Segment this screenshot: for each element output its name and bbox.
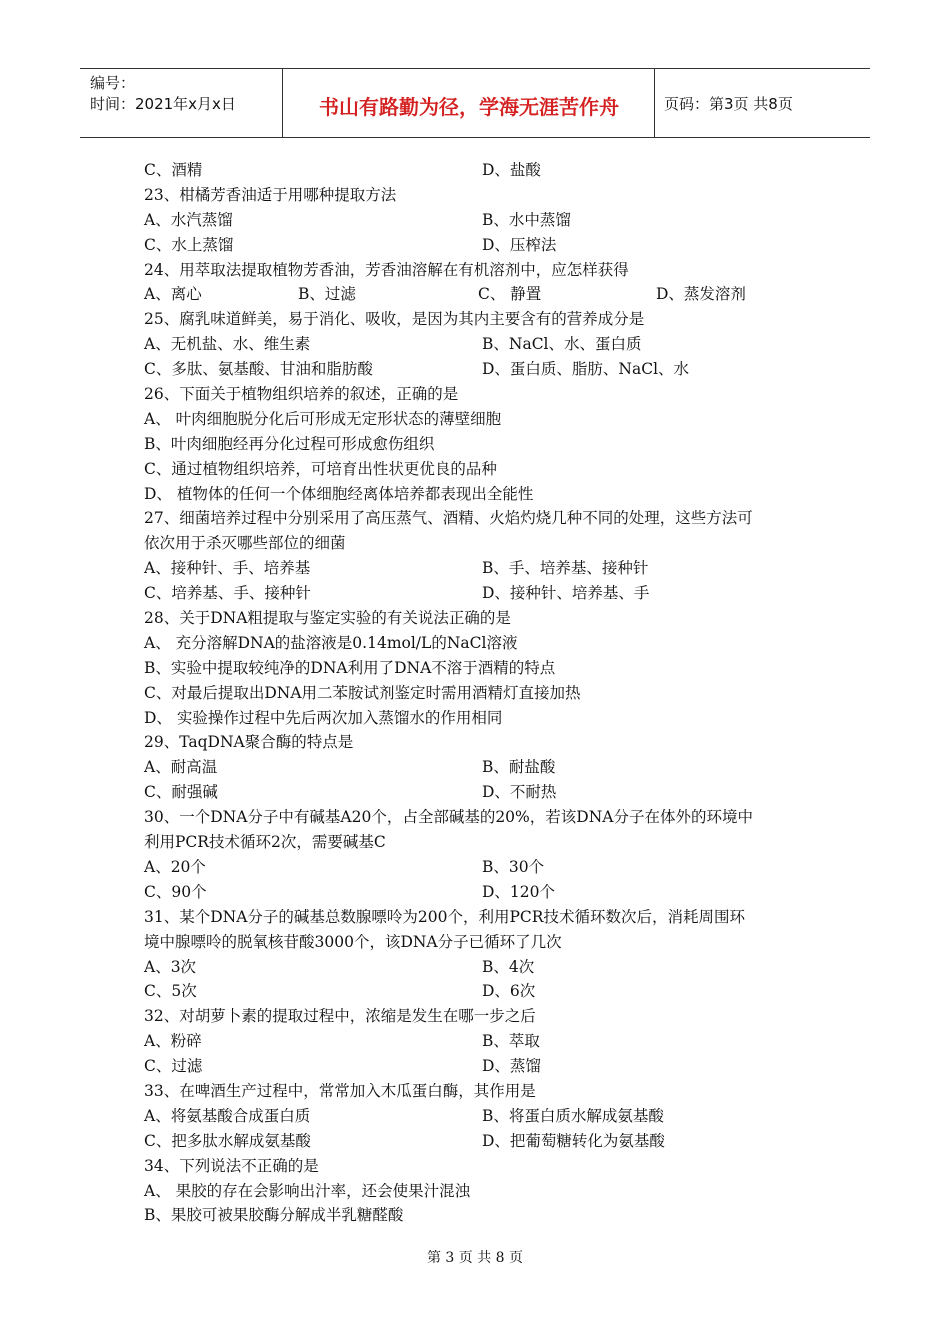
- text-line: 利用PCR技术循环2次，需要碱基C: [144, 833, 386, 852]
- option-row: [144, 1104, 814, 1129]
- option-item: D、蒸馏: [482, 1057, 541, 1076]
- text-line: C、对最后提取出DNA用二苯胺试剂鉴定时需用酒精灯直接加热: [144, 683, 581, 702]
- option-item: D、压榨法: [482, 235, 557, 254]
- option-item: D、不耐热: [482, 783, 557, 802]
- option-item: C、多肽、氨基酸、甘油和脂肪酸: [144, 360, 373, 379]
- option-item: B、4次: [482, 957, 535, 976]
- option-row: [144, 1129, 814, 1154]
- option-item: B、NaCl、水、蛋白质: [482, 335, 642, 354]
- option-row: [144, 780, 814, 805]
- option-item: D、接种针、培养基、手: [482, 584, 650, 603]
- option-item: D、蒸发溶剂: [656, 285, 746, 304]
- text-line: 28、关于DNA粗提取与鉴定实验的有关说法正确的是: [144, 609, 511, 628]
- header-motto: 书山有路勤为径，学海无涯苦作舟: [319, 95, 619, 119]
- page-label: 页码：第3页 共8页: [664, 95, 793, 113]
- date-label: 时间：2021年x月x日: [90, 95, 236, 113]
- option-row: [144, 1029, 814, 1054]
- text-line: 30、一个DNA分子中有碱基A20个，占全部碱基的20%，若该DNA分子在体外的环境中: [144, 808, 753, 827]
- option-item: C、过滤: [144, 1057, 203, 1076]
- option-item: B、手、培养基、接种针: [482, 559, 649, 578]
- option-item: A、离心: [144, 285, 202, 304]
- header-left: [90, 73, 236, 115]
- option-row: [144, 581, 814, 606]
- text-line: B、叶肉细胞经再分化过程可形成愈伤组织: [144, 434, 435, 453]
- option-item: C、 静置: [478, 285, 542, 304]
- option-item: A、接种针、手、培养基: [144, 559, 311, 578]
- option-item: A、20个: [144, 857, 206, 876]
- text-line: 34、下列说法不正确的是: [144, 1156, 319, 1175]
- text-line: D、 实验操作过程中先后两次加入蒸馏水的作用相同: [144, 708, 503, 727]
- option-item: C、酒精: [144, 161, 203, 179]
- question-body: [144, 158, 814, 1228]
- option-item: C、耐强碱: [144, 783, 218, 802]
- option-item: A、3次: [144, 957, 197, 976]
- option-item: B、水中蒸馏: [482, 210, 571, 229]
- option-item: B、将蛋白质水解成氨基酸: [482, 1106, 664, 1125]
- option-item: C、5次: [144, 982, 197, 1001]
- option-item: C、90个: [144, 882, 207, 901]
- text-line: 25、腐乳味道鲜美，易于消化、吸收，是因为其内主要含有的营养成分是: [144, 310, 645, 329]
- option-item: A、耐高温: [144, 758, 218, 777]
- page-footer: 第 3 页 共 8 页: [426, 1250, 524, 1266]
- text-line: A、 果胶的存在会影响出汁率，还会使果汁混浊: [144, 1181, 471, 1200]
- option-row: [144, 208, 814, 233]
- option-row: [144, 1054, 814, 1079]
- option-item: B、萃取: [482, 1032, 540, 1051]
- text-line: D、 植物体的任何一个体细胞经离体培养都表现出全能性: [144, 484, 534, 503]
- text-line: 27、细菌培养过程中分别采用了高压蒸气、酒精、火焰灼烧几种不同的处理，这些方法可: [144, 509, 753, 528]
- option-item: D、盐酸: [482, 161, 541, 179]
- option-row: [144, 880, 814, 905]
- text-line: C、通过植物组织培养，可培育出性状更优良的品种: [144, 459, 497, 478]
- option-item: D、蛋白质、脂肪、NaCl、水: [482, 360, 690, 379]
- option-item: D、120个: [482, 882, 556, 901]
- option-item: A、无机盐、水、维生素: [144, 335, 311, 354]
- option-item: C、把多肽水解成氨基酸: [144, 1131, 311, 1150]
- option-row: [144, 332, 814, 357]
- option-item: D、6次: [482, 982, 536, 1001]
- option-item: B、30个: [482, 857, 545, 876]
- text-line: A、 叶肉细胞脱分化后可形成无定形状态的薄壁细胞: [144, 409, 502, 428]
- option-row: [144, 357, 814, 382]
- option-row: [144, 755, 814, 780]
- option-row: [144, 556, 814, 581]
- option-item: B、过滤: [298, 285, 356, 304]
- text-line: B、实验中提取较纯净的DNA利用了DNA不溶于酒精的特点: [144, 658, 556, 677]
- header-divider: [282, 69, 283, 137]
- text-line: 23、柑橘芳香油适于用哪种提取方法: [144, 185, 397, 204]
- option-item: C、培养基、手、接种针: [144, 584, 311, 603]
- option-row: [144, 979, 814, 1004]
- text-line: 29、TaqDNA聚合酶的特点是: [144, 733, 354, 752]
- serial-label: 编号：: [90, 74, 136, 92]
- text-line: 26、下面关于植物组织培养的叙述，正确的是: [144, 385, 459, 404]
- option-item: D、把葡萄糖转化为氨基酸: [482, 1131, 665, 1150]
- option-row: [144, 855, 814, 880]
- header-divider: [654, 69, 655, 137]
- text-line: 境中腺嘌呤的脱氧核苷酸3000个，该DNA分子已循环了几次: [144, 932, 562, 951]
- option-item: A、粉碎: [144, 1032, 202, 1051]
- text-line: 32、对胡萝卜素的提取过程中，浓缩是发生在哪一步之后: [144, 1007, 536, 1026]
- option-item: B、耐盐酸: [482, 758, 556, 777]
- option-row: [144, 233, 814, 258]
- text-line: 31、某个DNA分子的碱基总数腺嘌呤为200个，利用PCR技术循环数次后，消耗周围环: [144, 907, 745, 926]
- text-line: 依次用于杀灭哪些部位的细菌: [144, 534, 346, 553]
- option-row: [144, 955, 814, 980]
- text-line: A、 充分溶解DNA的盐溶液是0.14mol/L的NaCl溶液: [144, 633, 518, 652]
- option-item: C、水上蒸馏: [144, 235, 234, 254]
- option-row: [144, 282, 814, 307]
- option-row: [144, 158, 814, 183]
- option-item: A、将氨基酸合成蛋白质: [144, 1106, 311, 1125]
- text-line: 24、用萃取法提取植物芳香油，芳香油溶解在有机溶剂中，应怎样获得: [144, 260, 629, 279]
- text-line: B、果胶可被果胶酶分解成半乳糖醛酸: [144, 1206, 404, 1225]
- option-item: A、水汽蒸馏: [144, 210, 233, 229]
- text-line: 33、在啤酒生产过程中，常常加入木瓜蛋白酶，其作用是: [144, 1081, 536, 1100]
- page-header: [80, 68, 870, 138]
